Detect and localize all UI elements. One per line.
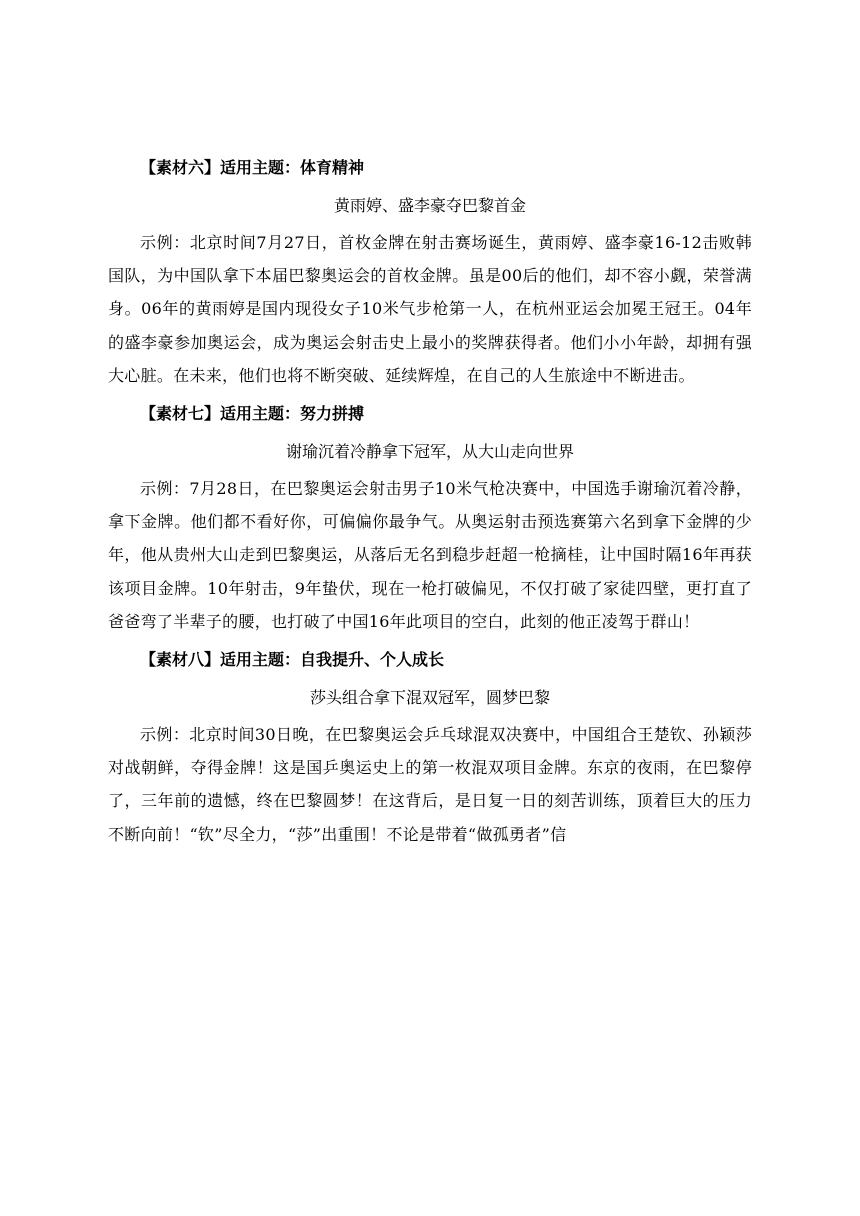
section-title: 莎头组合拿下混双冠军，圆梦巴黎 bbox=[309, 688, 550, 708]
material-section-8 bbox=[108, 642, 752, 851]
section-body: 示例：北京时间7月27日，首枚金牌在射击赛场诞生，黄雨婷、盛李豪16-12击败韩国队，为中国队拿下本届巴黎奥运会的首枚金牌。虽是00后的他们，却不容小觑，荣誉满身。06年的黄雨婷是国内现役女子10米气步枪第一人，在杭州亚运会加冕王冠王。04年的盛李豪参加奥运会，成为奥运会射击史上最小的奖牌获得者。他们小小年龄，却拥有强大心脏。在未来，他们也将不断突破、延续辉煌，在自己的人生旅途中不断进击。 bbox=[108, 233, 752, 385]
material-section-7 bbox=[108, 396, 752, 638]
material-section-6 bbox=[108, 150, 752, 392]
section-heading: 【素材七】适用主题：努力拼搏 bbox=[140, 404, 365, 424]
section-heading: 【素材六】适用主题：体育精神 bbox=[140, 158, 365, 177]
section-body: 示例：北京时间30日晚，在巴黎奥运会乒乓球混双决赛中，中国组合王楚钦、孙颖莎对战朝鲜，夺得金牌！这是国乒奥运史上的第一枚混双项目金牌。东京的夜雨，在巴黎停了，三年前的遗憾，终在巴黎圆梦！在这背后，是日复一日的刻苦训练，顶着巨大的压力不断向前！“钦”尽全力，“莎”出重围！不论是带着“做孤勇者”信 bbox=[108, 725, 752, 844]
section-heading: 【素材八】适用主题：自我提升、个人成长 bbox=[140, 650, 445, 670]
section-body: 示例：7月28日，在巴黎奥运会射击男子10米气枪决赛中，中国选手谢瑜沉着冷静，拿下金牌。他们都不看好你，可偏偏你最争气。从奥运射击预选赛第六名到拿下金牌的少年，他从贵州大山走到巴黎奥运，从落后无名到稳步赶超一枪摘桂，让中国时隔16年再获该项目金牌。10年射击，9年蛰伏，现在一枪打破偏见，不仅打破了家徒四壁，更打直了爸爸弯了半辈子的腰，也打破了中国16年此项目的空白，此刻的他正凌驾于群山！ bbox=[108, 479, 752, 631]
section-title: 黄雨婷、盛李豪夺巴黎首金 bbox=[333, 196, 526, 215]
section-title: 谢瑜沉着冷静拿下冠军，从大山走向世界 bbox=[285, 442, 574, 462]
